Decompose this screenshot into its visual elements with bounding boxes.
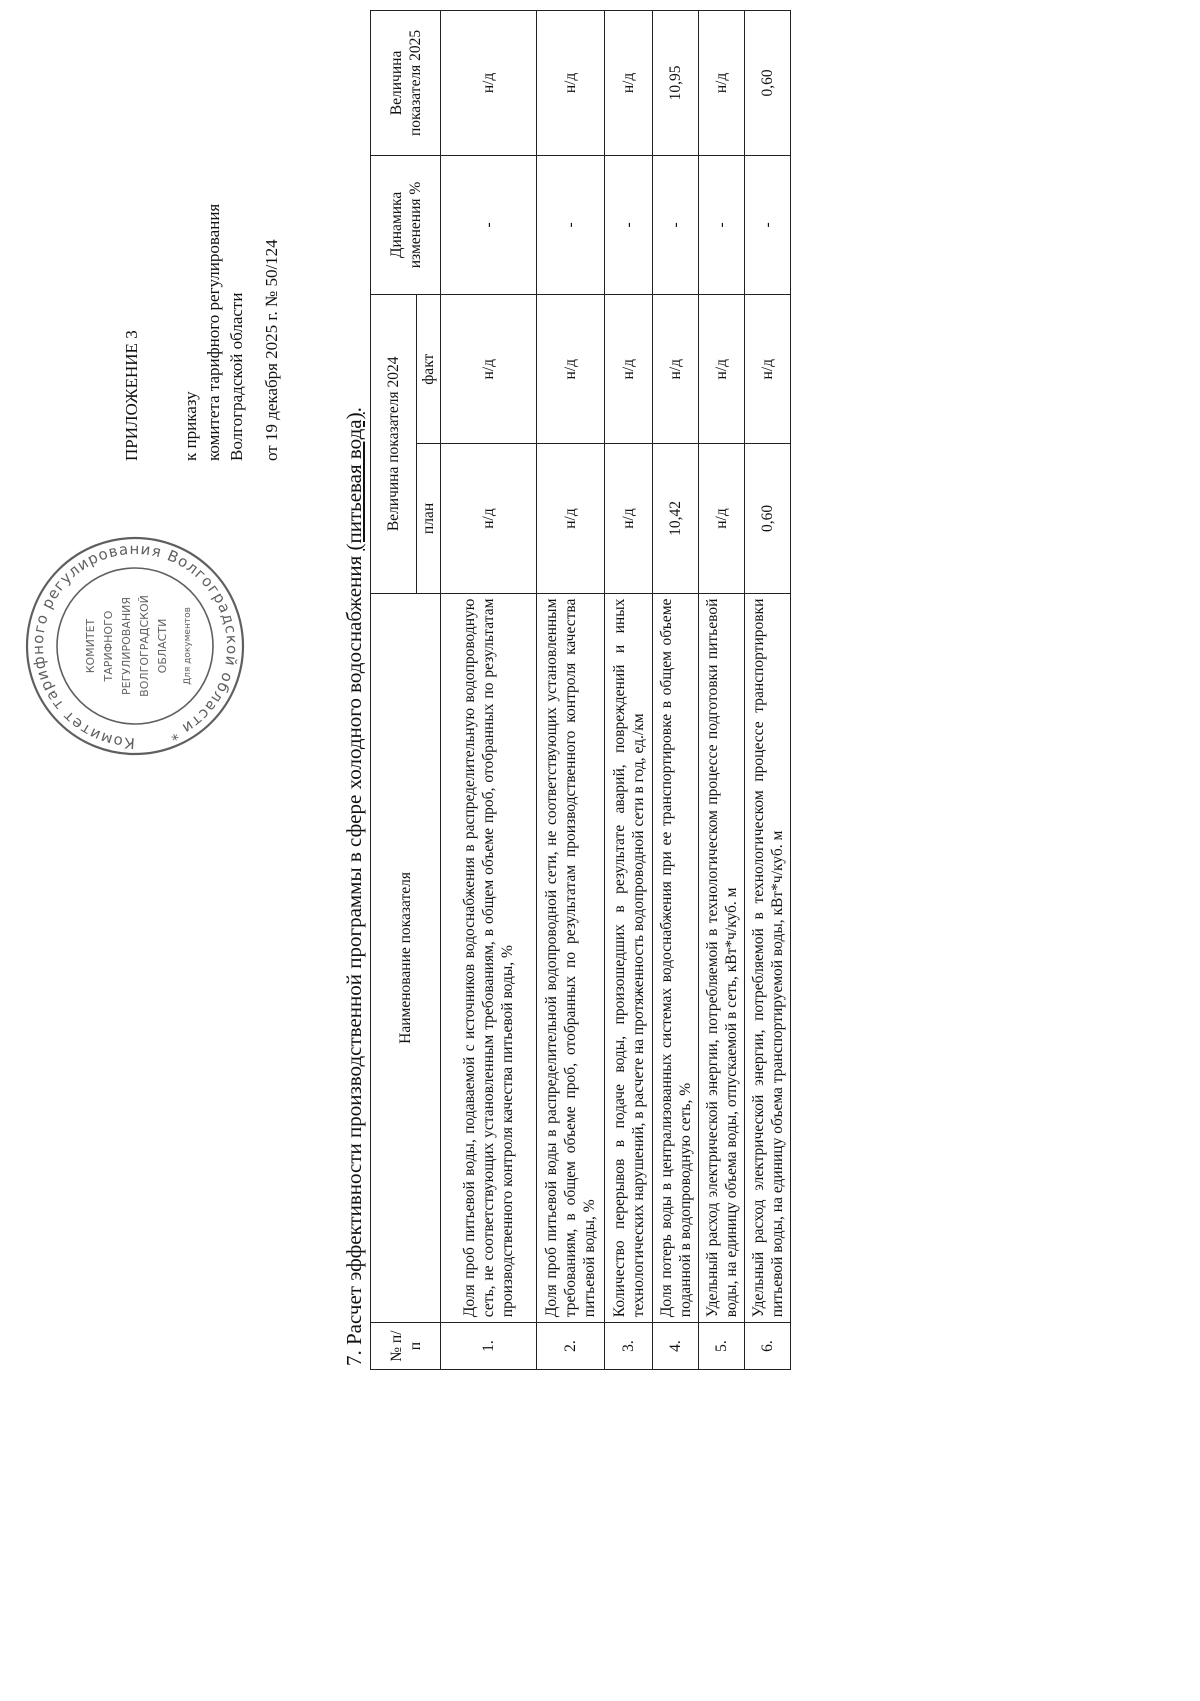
header-num: № п/п bbox=[371, 1323, 441, 1370]
row-dynamics: - bbox=[441, 155, 537, 294]
row-name: Доля проб питьевой воды в распределительной водопроводной сети, не соответствующих установленным требованиям, в общем объеме проб, отобранных по результатам производственного контроля качества питьевой воды, % bbox=[537, 593, 605, 1323]
svg-text:Для документов: Для документов bbox=[183, 607, 193, 685]
svg-text:ТАРИФНОГО: ТАРИФНОГО bbox=[102, 610, 115, 682]
row-name: Доля потерь воды в централизованных системах водоснабжения при ее транспортировке в общем объеме поданной в водопроводную сеть, % bbox=[653, 593, 699, 1323]
row-num: 3. bbox=[605, 1323, 653, 1370]
header-dynamics: Динамика изменения % bbox=[371, 155, 441, 294]
row-name: Удельный расход электрической энергии, потребляемой в технологическом процессе транспортировки питьевой воды, на единицу объема транспортируемой воды, кВт*ч/куб. м bbox=[745, 593, 791, 1323]
row-plan: 0,60 bbox=[745, 444, 791, 593]
svg-text:КОМИТЕТ: КОМИТЕТ bbox=[84, 618, 97, 674]
section-title-end: . bbox=[342, 407, 366, 413]
header-fact: факт bbox=[417, 295, 441, 444]
appendix-title: ПРИЛОЖЕНИЕ 3 bbox=[122, 330, 141, 461]
row-value-2025: н/д bbox=[699, 11, 745, 156]
table-row bbox=[745, 11, 791, 1370]
header-value-2025: Величина показателя 2025 bbox=[371, 11, 441, 156]
order-date: от 19 декабря 2025 г. № 50/124 bbox=[262, 239, 281, 461]
row-num: 5. bbox=[699, 1323, 745, 1370]
row-fact: н/д bbox=[653, 295, 699, 444]
svg-text:ВОЛГОГРАДСКОЙ: ВОЛГОГРАДСКОЙ bbox=[138, 595, 151, 697]
row-fact: н/д bbox=[537, 295, 605, 444]
header-line-2: комитета тарифного регулирования bbox=[204, 203, 223, 461]
table-row bbox=[441, 11, 537, 1370]
row-value-2025: н/д bbox=[605, 11, 653, 156]
row-fact: н/д bbox=[745, 295, 791, 444]
row-plan: н/д bbox=[441, 444, 537, 593]
efficiency-table bbox=[370, 10, 791, 1370]
row-dynamics: - bbox=[699, 155, 745, 294]
row-value-2025: н/д bbox=[537, 11, 605, 156]
table-row bbox=[699, 11, 745, 1370]
row-plan: н/д bbox=[699, 444, 745, 593]
row-dynamics: - bbox=[605, 155, 653, 294]
row-name: Удельный расход электрической энергии, потребляемой в технологическом процессе подготовки питьевой воды, на единицу объема воды, отпускаемой в сеть, кВт*ч/куб. м bbox=[699, 593, 745, 1323]
row-value-2025: н/д bbox=[441, 11, 537, 156]
row-plan: 10,42 bbox=[653, 444, 699, 593]
section-title bbox=[342, 407, 367, 1366]
row-num: 6. bbox=[745, 1323, 791, 1370]
header-value-2024: Величина показателя 2024 bbox=[371, 295, 417, 594]
header-plan: план bbox=[417, 444, 441, 593]
svg-text:Комитет тарифного регулировани: Комитет тарифного регулирования Волгоградской области * bbox=[28, 539, 242, 753]
row-num: 1. bbox=[441, 1323, 537, 1370]
row-plan: н/д bbox=[605, 444, 653, 593]
header-line-3: Волгоградской области bbox=[227, 292, 246, 461]
row-fact: н/д bbox=[699, 295, 745, 444]
row-num: 2. bbox=[537, 1323, 605, 1370]
table-row bbox=[537, 11, 605, 1370]
row-dynamics: - bbox=[653, 155, 699, 294]
row-name: Доля проб питьевой воды, подаваемой с источников водоснабжения в распределительную водопроводную сеть, не соответствующих установленным требованиям, в общем объеме проб, отобранных по результатам производственного контроля качества питьевой воды, % bbox=[441, 593, 537, 1323]
appendix-header bbox=[120, 41, 283, 461]
row-fact: н/д bbox=[605, 295, 653, 444]
table-row bbox=[605, 11, 653, 1370]
row-num: 4. bbox=[653, 1323, 699, 1370]
row-fact: н/д bbox=[441, 295, 537, 444]
row-value-2025: 10,95 bbox=[653, 11, 699, 156]
svg-text:РЕГУЛИРОВАНИЯ: РЕГУЛИРОВАНИЯ bbox=[120, 596, 133, 696]
header-line-1: к приказу bbox=[181, 391, 200, 461]
row-plan: н/д bbox=[537, 444, 605, 593]
table-row bbox=[653, 11, 699, 1370]
row-value-2025: 0,60 bbox=[745, 11, 791, 156]
section-title-text: 7. Расчет эффективности производственной программы в сфере холодного водоснабжения bbox=[342, 550, 366, 1366]
section-title-underlined: (питьевая вода) bbox=[342, 412, 366, 551]
header-name: Наименование показателя bbox=[371, 593, 441, 1323]
row-dynamics: - bbox=[537, 155, 605, 294]
row-name: Количество перерывов в подаче воды, произошедших в результате аварий, повреждений и иных технологических нарушений, в расчете на протяженность водопроводной сети в год, ед./км bbox=[605, 593, 653, 1323]
row-dynamics: - bbox=[745, 155, 791, 294]
official-seal-stamp bbox=[20, 531, 250, 761]
svg-text:ОБЛАСТИ: ОБЛАСТИ bbox=[156, 618, 169, 674]
